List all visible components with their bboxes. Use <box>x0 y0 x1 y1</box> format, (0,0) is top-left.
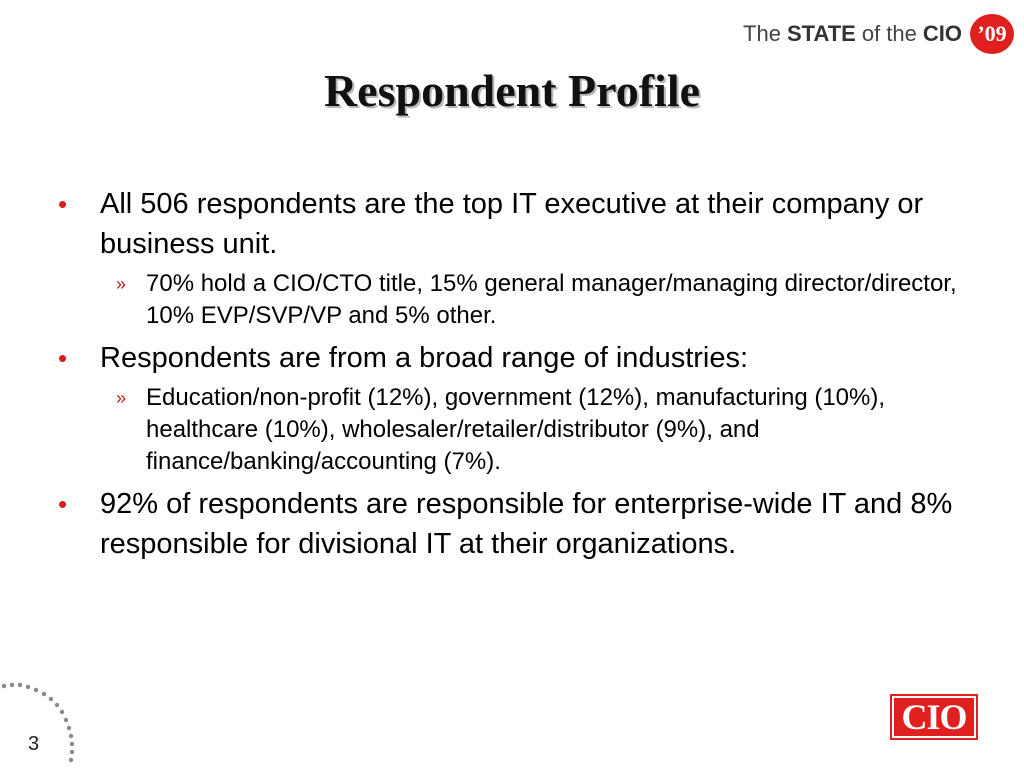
bullet-item <box>58 338 988 378</box>
bullet-mark: • <box>58 489 68 519</box>
sub-bullet-text: 70% hold a CIO/CTO title, 15% general manager/managing director/director, 10% EVP/SVP/VP and 5% other. <box>146 270 957 329</box>
sub-bullet-mark: » <box>116 274 127 294</box>
bullet-mark: • <box>58 189 68 219</box>
brand-the: The <box>743 21 781 46</box>
page-number: 3 <box>28 733 40 755</box>
sub-bullet-item <box>116 382 976 478</box>
bullet-text: All 506 respondents are the top IT executive at their company or business unit. <box>100 188 924 260</box>
brand-cio: CIO <box>922 21 962 46</box>
state-of-the-cio-logo <box>743 14 1014 54</box>
bullet-item <box>58 484 988 564</box>
sub-bullet-item <box>116 268 976 332</box>
cio-logo-text: CIO <box>892 696 976 738</box>
slide-title: Respondent Profile <box>323 65 701 116</box>
cio-logo <box>890 694 978 740</box>
year-badge: ’09 <box>970 14 1014 54</box>
dotted-arc-decoration <box>0 670 110 768</box>
brand-of-the: of the <box>861 21 917 46</box>
bullet-text: 92% of respondents are responsible for enterprise-wide IT and 8% responsible for divisional IT at their organizations. <box>100 488 953 560</box>
bullet-mark: • <box>58 343 68 373</box>
brand-state: STATE <box>786 21 856 46</box>
bullet-item <box>58 184 988 264</box>
bullet-list <box>58 184 988 568</box>
sub-bullet-text: Education/non-profit (12%), government (12%), manufacturing (10%), healthcare (10%), wholesaler/retailer/distributor (9%), and finance/banking/accounting (7%). <box>146 384 886 475</box>
bullet-text: Respondents are from a broad range of industries: <box>100 342 749 374</box>
sub-bullet-mark: » <box>116 388 127 408</box>
